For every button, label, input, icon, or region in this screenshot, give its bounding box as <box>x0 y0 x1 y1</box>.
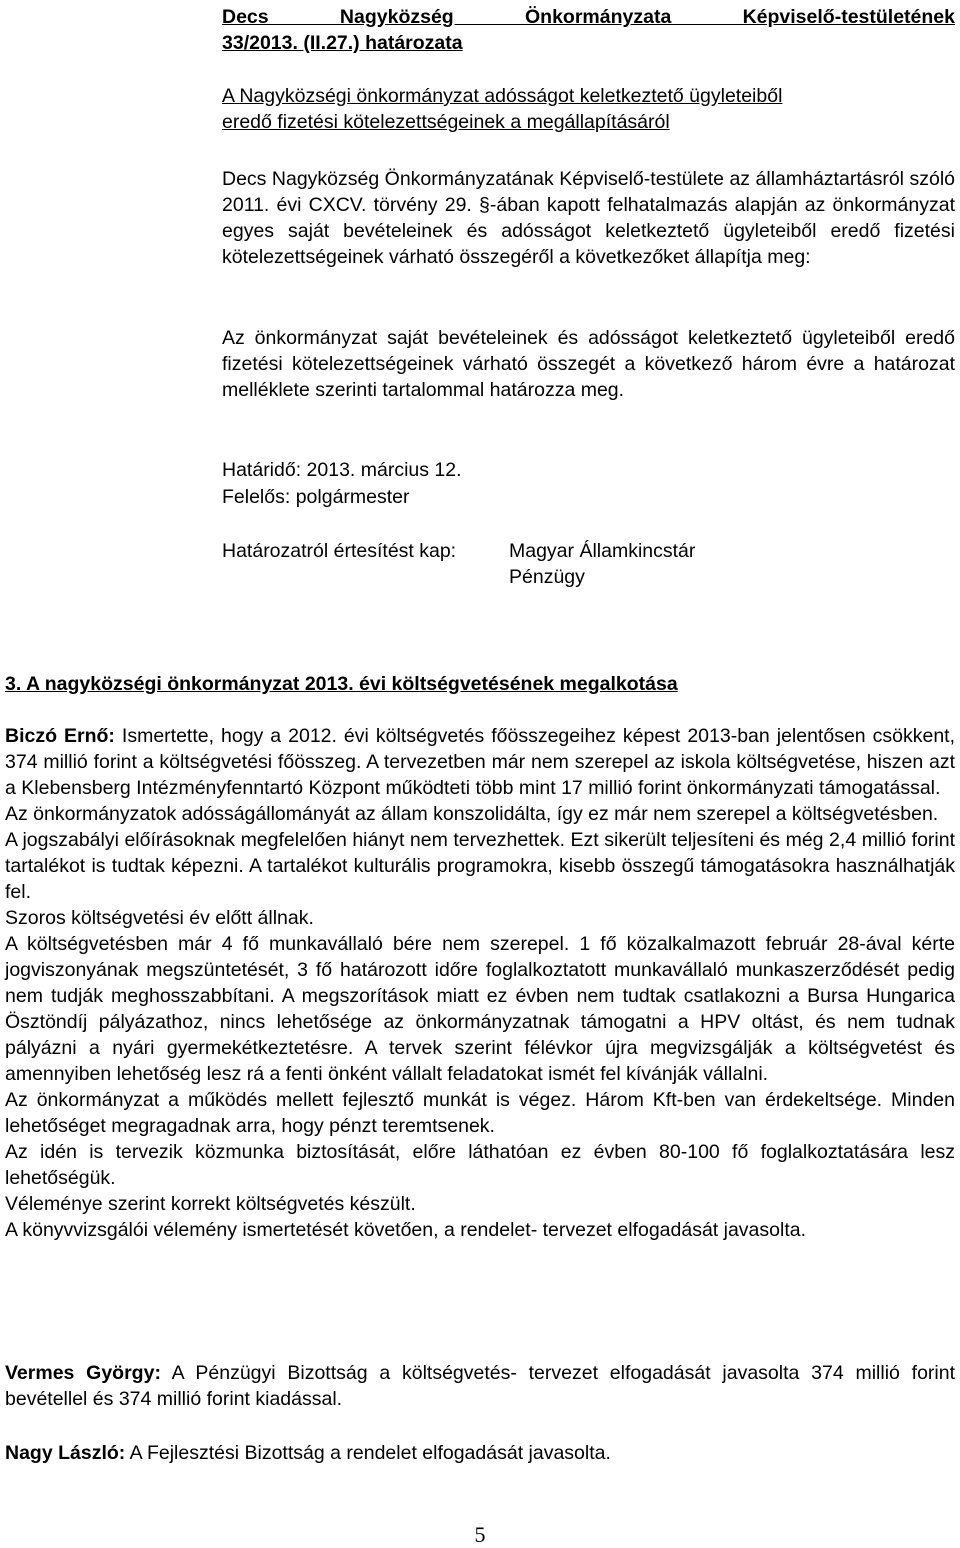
resolution-heading-line2: 33/2013. (II.27.) határozata <box>222 32 463 54</box>
speech-paragraph: Az önkormányzat a működés mellett fejlesztő munkát is végez. Három Kft-ben van érdekeltsége. Minden lehetőséget megragadnak arra, hogy pénzt teremtsenek. <box>5 1089 955 1137</box>
speech-vermes <box>5 1360 955 1412</box>
speech-paragraph: Szoros költségvetési év előtt állnak. <box>5 907 314 929</box>
resolution-notify-2: Pénzügy <box>509 566 585 588</box>
speech-biczo <box>5 723 955 1243</box>
speech-text: A Fejlesztési Bizottság a rendelet elfogadását javasolta. <box>129 1442 611 1464</box>
resolution-notify-1: Magyar Államkincstár <box>509 540 696 562</box>
speech-text: A Pénzügyi Bizottság a költségvetés- tervezet elfogadását javasolta 374 millió forint bevétellel és 374 millió forint kiadással. <box>5 1362 956 1410</box>
agenda-item-text: A nagyközségi önkormányzat 2013. évi költségvetésének megalkotása <box>25 673 678 695</box>
speech-paragraph: A könyvvizsgálói vélemény ismertetését követően, a rendelet- tervezet elfogadását javasolta. <box>5 1219 807 1241</box>
speech-paragraph: Véleménye szerint korrekt költségvetés készült. <box>5 1193 416 1215</box>
resolution-notify-label: Határozatról értesítést kap: <box>222 540 457 562</box>
resolution-title <box>222 83 955 135</box>
resolution-heading-line1: Decs Nagyközség Önkormányzata Képviselő-testületének <box>222 6 955 28</box>
resolution-deadline: Határidő: 2013. március 12. <box>222 459 462 481</box>
page-number: 5 <box>474 1522 486 1547</box>
speech-paragraph: A költségvetésben már 4 fő munkavállaló bére nem szerepel. 1 fő közalkalmazott február 28-ával kérte jogviszonyának megszüntetését, 3 fő határozott időre foglalkoztatott munkavállaló munkaszerződését pedig nem tudják meghosszabbítani. A megszorítások miatt ez évben nem tudtak csatlakozni a Bursa Hungarica Ösztöndíj pályázathoz, nincs lehetősége az önkormányzatnak támogatni a HPV oltást, és nem tudnak pályázni a nyári gyermekétkeztetésre. A tervek szerint félévkor újra megvizsgálják a költségvetést és amennyiben lehetőség lesz rá a fenti önként vállalt feladatokat ismét fel kívánják vállalni. <box>5 933 955 1085</box>
speech-nagy <box>5 1440 955 1466</box>
resolution-responsible: Felelős: polgármester <box>222 486 410 508</box>
resolution-heading <box>222 4 955 56</box>
speech-paragraph <box>5 723 955 801</box>
speaker-name: Vermes György: <box>5 1362 161 1384</box>
resolution-decision: Az önkormányzat saját bevételeinek és adósságot keletkeztető ügyleteiből eredő fizetési kötelezettségeinek várható összegét a következő három évre a határozat melléklete szerinti tartalommal határozza meg. <box>222 327 955 401</box>
speech-paragraph: Az önkormányzatok adósságállományát az állam konszolidálta, így ez már nem szerepel a költségvetésben. <box>5 803 939 825</box>
speech-text: Ismertette, hogy a 2012. évi költségvetés főösszegeihez képest 2013-ban jelentősen csökkent, 374 millió forint a költségvetési főösszeg. A tervezetben már nem szerepel az iskola költségvetése, hiszen azt a Klebensberg Intézményfenntartó Központ működteti több mint 17 millió forint önkormányzati támogatással. <box>5 725 955 799</box>
agenda-item-title <box>5 671 955 697</box>
speech-paragraph: A jogszabályi előírásoknak megfelelően hiányt nem tervezhettek. Ezt sikerült teljesíteni és még 2,4 millió forint tartalékot is tudtak képezni. A tartalékot kulturális programokra, kisebb összegű támogatásokra használhatják fel. <box>5 829 955 903</box>
speaker-name: Biczó Ernő: <box>5 725 115 747</box>
resolution-title-line2: eredő fizetési kötelezettségeinek a megállapításáról <box>222 111 670 133</box>
speech-paragraph: Az idén is tervezik közmunka biztosítását, előre láthatóan ez évben 80-100 fő foglalkoztatására lesz lehetőségük. <box>5 1141 955 1189</box>
resolution-intro: Decs Nagyközség Önkormányzatának Képviselő-testülete az államháztartásról szóló 2011. évi CXCV. törvény 29. §-ában kapott felhatalmazás alapján az önkormányzat egyes saját bevételeinek és adósságot keletkeztető ügyleteiből eredő fizetési kötelezettségeinek várható összegéről a következőket állapítja meg: <box>222 168 955 268</box>
agenda-item-number: 3. <box>5 673 22 695</box>
resolution-title-line1: A Nagyközségi önkormányzat adósságot keletkeztető ügyleteiből <box>222 85 783 107</box>
speaker-name: Nagy László: <box>5 1442 126 1464</box>
